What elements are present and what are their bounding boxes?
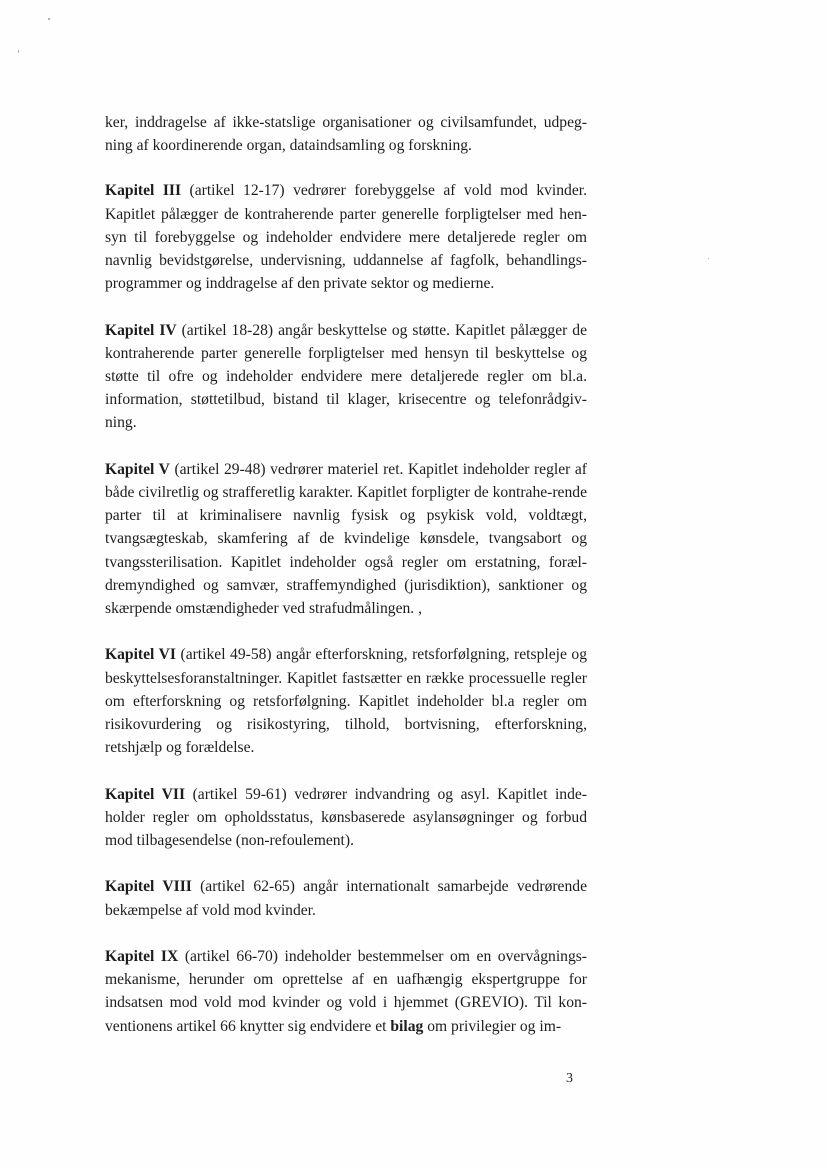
paragraph-text: (artikel 18-28) angår beskyttelse og støtte. Kapitlet pålægger de kontraherende parter generelle forpligtelser med hensyn til beskyttelse og støtte til ofre og indeholder endvidere mere detaljerede regler om bl.a. information, støttetilbud, bistand til klager, krisecentre og telefonrådgiv-ning. [105, 321, 588, 432]
scan-speck [48, 18, 50, 20]
chapter-heading: Kapitel IV [105, 321, 177, 339]
document-body [105, 111, 587, 1061]
paragraph-kapitel-viii [105, 875, 587, 921]
paragraph-text: (artikel 49-58) angår efterforskning, retsforfølgning, retspleje og beskyttelsesforanstaltninger. Kapitlet fastsætter en række processuelle regler om efterforskning og retsforfølgning. Kapitlet indeholder bl.a regler om risikovurdering og risikostyring, tilhold, bortvisning, efterforskning, retshjælp og forældelse. [105, 646, 587, 757]
scan-speck [708, 258, 709, 259]
bold-term: bilag [390, 1017, 424, 1035]
paragraph-text: (artikel 12-17) vedrører forebyggelse af vold mod kvinder. Kapitlet pålægger de kontraherende parter generelle forpligtelser med hen-syn til forebyggelse og indeholder endvidere mere detaljerede regler om navnlig bevidstgørelse, undervisning, uddannelse af fagfolk, behandlings-programmer og inddragelse af den private sektor og medierne. [105, 182, 587, 293]
chapter-heading: Kapitel VIII [105, 878, 192, 896]
chapter-heading: Kapitel IX [105, 948, 179, 966]
paragraph-text: (artikel 59-61) vedrører indvandring og asyl. Kapitlet inde-holder regler om opholdsstatus, kønsbaserede asylansøgninger og forbud mod tilbagesendelse (non-refoulement). [105, 785, 587, 850]
scan-speck [18, 50, 19, 53]
chapter-heading: Kapitel III [105, 182, 182, 200]
chapter-heading: Kapitel V [105, 460, 170, 478]
paragraph-intro [105, 111, 587, 157]
chapter-heading: Kapitel VI [105, 646, 176, 664]
page-number: 3 [566, 1071, 573, 1086]
paragraph-text: om privilegier og im- [423, 1017, 562, 1035]
paragraph-kapitel-iii [105, 179, 587, 295]
paragraph-text: (artikel 62-65) angår internationalt samarbejde vedrørende bekæmpelse af vold mod kvinder. [105, 878, 587, 919]
paragraph-text: (artikel 66-70) indeholder bestemmelser om en overvågnings-mekanisme, herunder om oprettelse af en uafhængig ekspertgruppe for indsatsen mod vold mod kvinder og vold i hjemmet (GREVIO). Til kon-ventionens artikel 66 knytter sig endvidere et [105, 948, 588, 1035]
paragraph-kapitel-ix [105, 945, 587, 1038]
paragraph-kapitel-vi [105, 643, 587, 759]
paragraph-kapitel-vii [105, 783, 587, 853]
paragraph-kapitel-iv [105, 319, 587, 435]
chapter-heading: Kapitel VII [105, 785, 186, 803]
paragraph-kapitel-v [105, 458, 587, 620]
paragraph-text: ker, inddragelse af ikke-statslige organisationer og civilsamfundet, udpeg-ning af koordinerende organ, dataindsamling og forskning. [105, 114, 587, 155]
paragraph-text: (artikel 29-48) vedrører materiel ret. Kapitlet indeholder regler af både civilretlig og strafferetlig karakter. Kapitlet forpligter de kontrahe-rende parter til at kriminalisere navnlig fysisk og psykisk vold, voldtægt, tvangsægteskab, skamfering af de kvindelige kønsdele, tvangsabort og tvangssterilisation. Kapitlet indeholder også regler om erstatning, foræl-dremyndighed og samvær, straffemyndighed (jurisdiktion), sanktioner og skærpende omstændigheder ved strafudmålingen. , [105, 460, 587, 618]
